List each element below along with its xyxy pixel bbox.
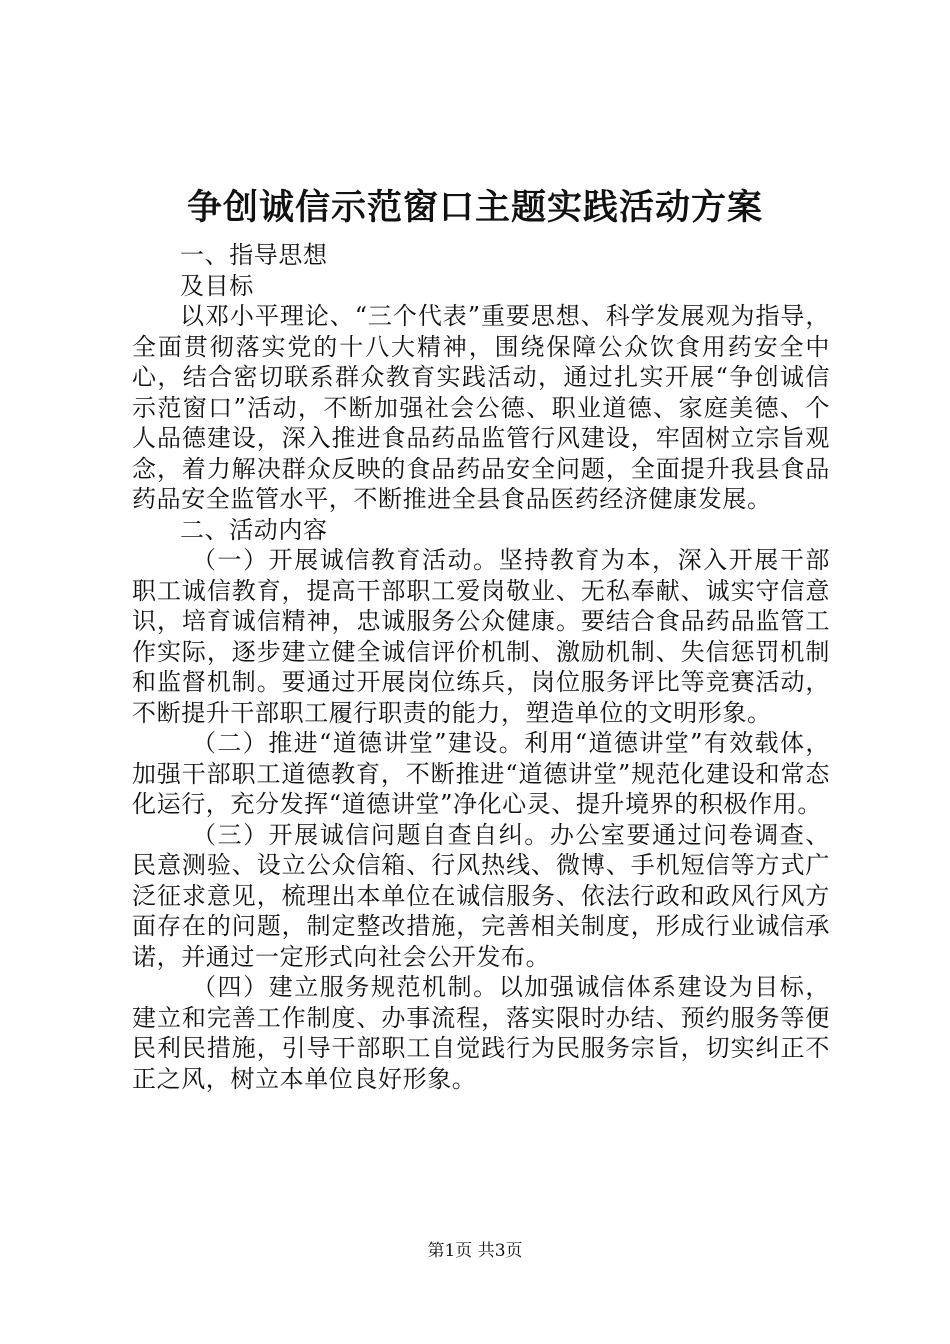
document-title: 争创诚信示范窗口主题实践活动方案 (186, 187, 763, 228)
page-footer: 第1页 共3页 (427, 1241, 523, 1261)
document-body (132, 240, 830, 1094)
paragraph-item-3: （三）开展诚信问题自查自纠。办公室要通过问卷调查、民意测验、设立公众信箱、行风热线、微博、手机短信等方式广泛征求意见，梳理出本单位在诚信服务、依法行政和政风行风方面存在的问题，制定整改措施，完善相关制度，形成行业诚信承诺，并通过一定形式向社会公开发布。 (132, 820, 830, 971)
section-heading-activity-content: 二、活动内容 (180, 515, 328, 544)
paragraph-item-1: （一）开展诚信教育活动。坚持教育为本，深入开展干部职工诚信教育，提高干部职工爱岗敬业、无私奉献、诚实守信意识，培育诚信精神，忠诚服务公众健康。要结合食品药品监管工作实际，逐步建立健全诚信评价机制、激励机制、失信惩罚机制和监督机制。要通过开展岗位练兵，岗位服务评比等竞赛活动，不断提升干部职工履行职责的能力，塑造单位的文明形象。 (132, 546, 830, 727)
section-heading-goals: 及目标 (180, 271, 254, 300)
paragraph-item-2: （二）推进“道德讲堂”建设。利用“道德讲堂”有效载体，加强干部职工道德教育，不断推进“道德讲堂”规范化建设和常态化运行，充分发挥“道德讲堂”净化心灵、提升境界的积极作用。 (132, 729, 830, 818)
paragraph-guiding-thought: 以邓小平理论、“三个代表”重要思想、科学发展观为指导，全面贯彻落实党的十八大精神，围绕保障公众饮食用药安全中心，结合密切联系群众教育实践活动，通过扎实开展“争创诚信示范窗口”活动，不断加强社会公德、职业道德、家庭美德、个人品德建设，深入推进食品药品监管行风建设，牢固树立宗旨观念，着力解决群众反映的食品药品安全问题，全面提升我县食品药品安全监管水平，不断推进全县食品医药经济健康发展。 (132, 302, 830, 513)
section-heading-guiding-thought: 一、指导思想 (180, 241, 328, 269)
paragraph-item-4: （四）建立服务规范机制。以加强诚信体系建设为目标，建立和完善工作制度、办事流程，落实限时办结、预约服务等便民利民措施，引导干部职工自觉践行为民服务宗旨，切实纠正不正之风，树立本单位良好形象。 (132, 973, 830, 1093)
